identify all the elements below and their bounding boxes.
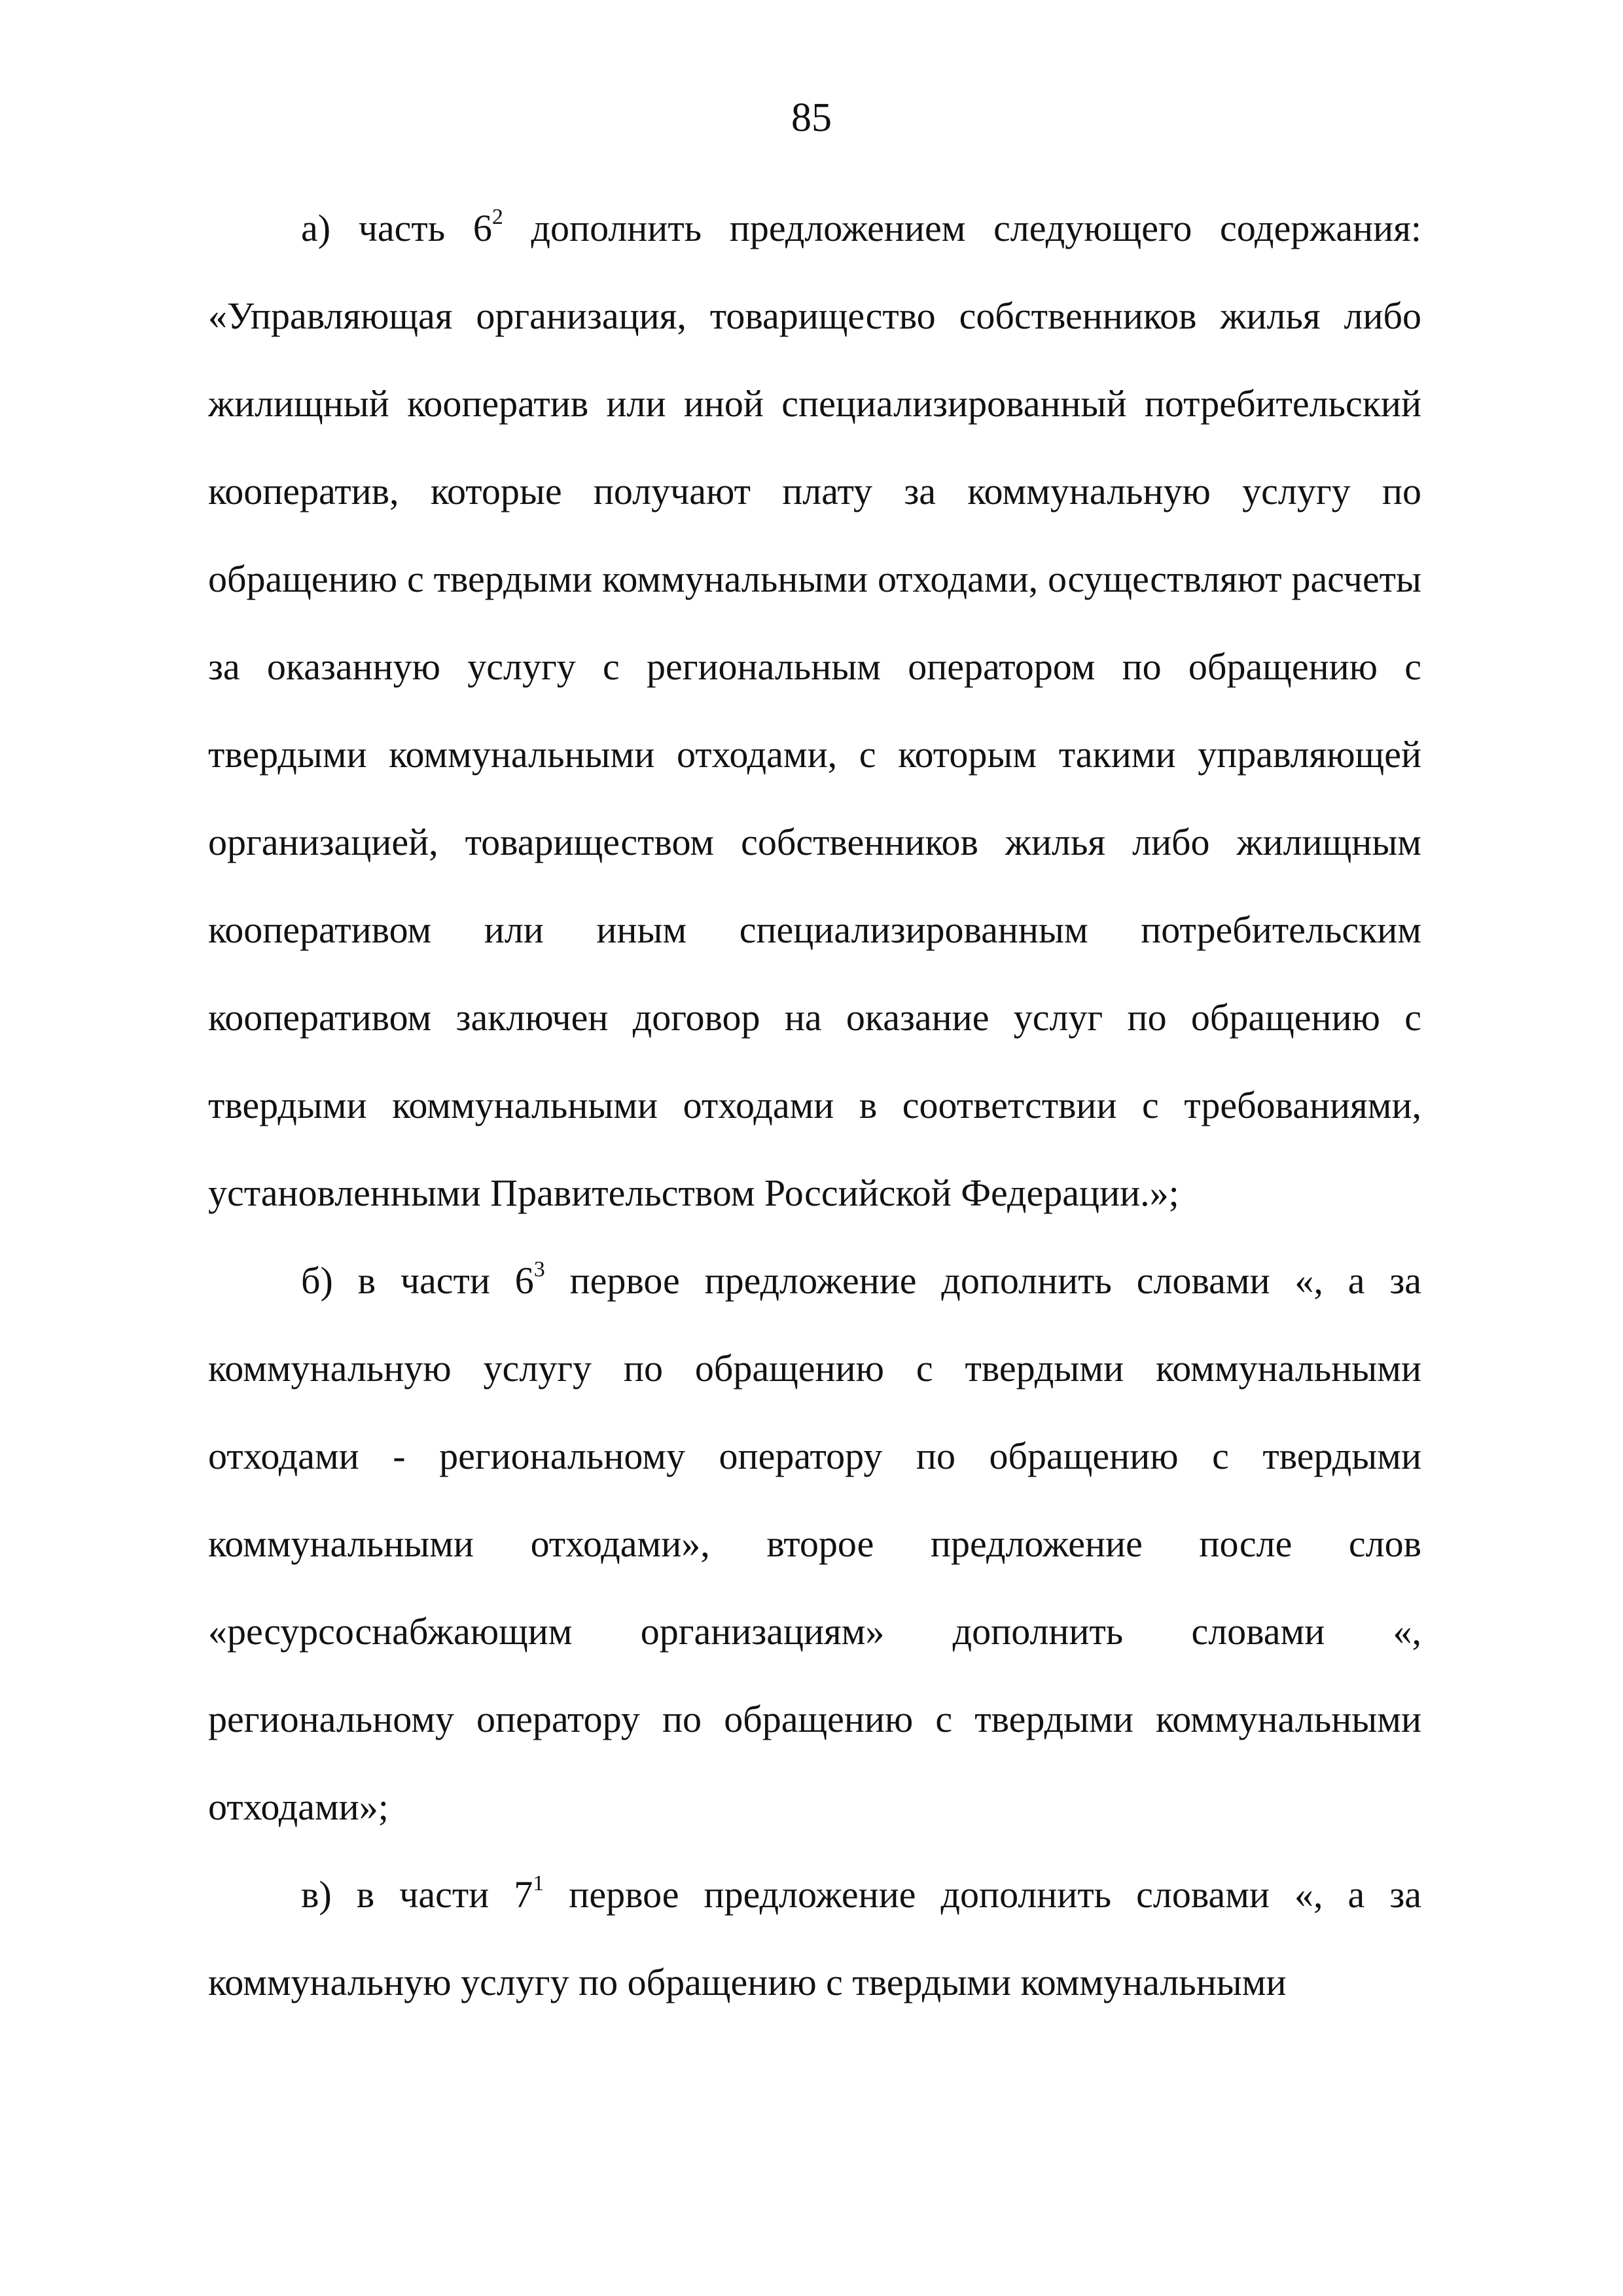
paragraph-b-superscript: 3	[533, 1257, 545, 1282]
paragraph-c-lead: в) в части 7	[301, 1873, 533, 1916]
paragraph-a-text: дополнить предложением следующего содержания: «Управляющая организация, товарищество собственников жилья либо жилищный кооператив или иной специализированный потребительский кооператив, которые получают плату за коммунальную услугу по обращению с твердыми коммунальными отходами, осуществляют расчеты за оказанную услугу с региональным оператором по обращению с твердыми коммунальными отходами, с которым такими управляющей организацией, товариществом собственников жилья либо жилищным кооперативом или иным специализированным потребительским кооперативом заключен договор на оказание услуг по обращению с твердыми коммунальными отходами в соответствии с требованиями, установленными Правительством Российской Федерации.»;	[208, 207, 1421, 1214]
paragraph-b-text: первое предложение дополнить словами «, а за коммунальную услугу по обращению с твердыми коммунальными отходами - региональному оператору по обращению с твердыми коммунальными отходами», второе предложение после слов «ресурсоснабжающим организациям» дополнить словами «, региональному оператору по обращению с твердыми коммунальными отходами»;	[208, 1259, 1421, 1828]
paragraph-b	[208, 1237, 1421, 1851]
document-body	[208, 185, 1421, 2026]
paragraph-c	[208, 1851, 1421, 2026]
paragraph-a-lead: а) часть 6	[301, 207, 492, 249]
page-number: 85	[791, 96, 832, 140]
paragraph-b-lead: б) в части 6	[301, 1259, 534, 1302]
paragraph-a-superscript: 2	[491, 205, 503, 229]
paragraph-c-superscript: 1	[533, 1871, 544, 1895]
paragraph-a	[208, 185, 1421, 1237]
paragraph-c-text: первое предложение дополнить словами «, а за коммунальную услугу по обращению с твердыми коммунальными	[208, 1873, 1421, 2003]
